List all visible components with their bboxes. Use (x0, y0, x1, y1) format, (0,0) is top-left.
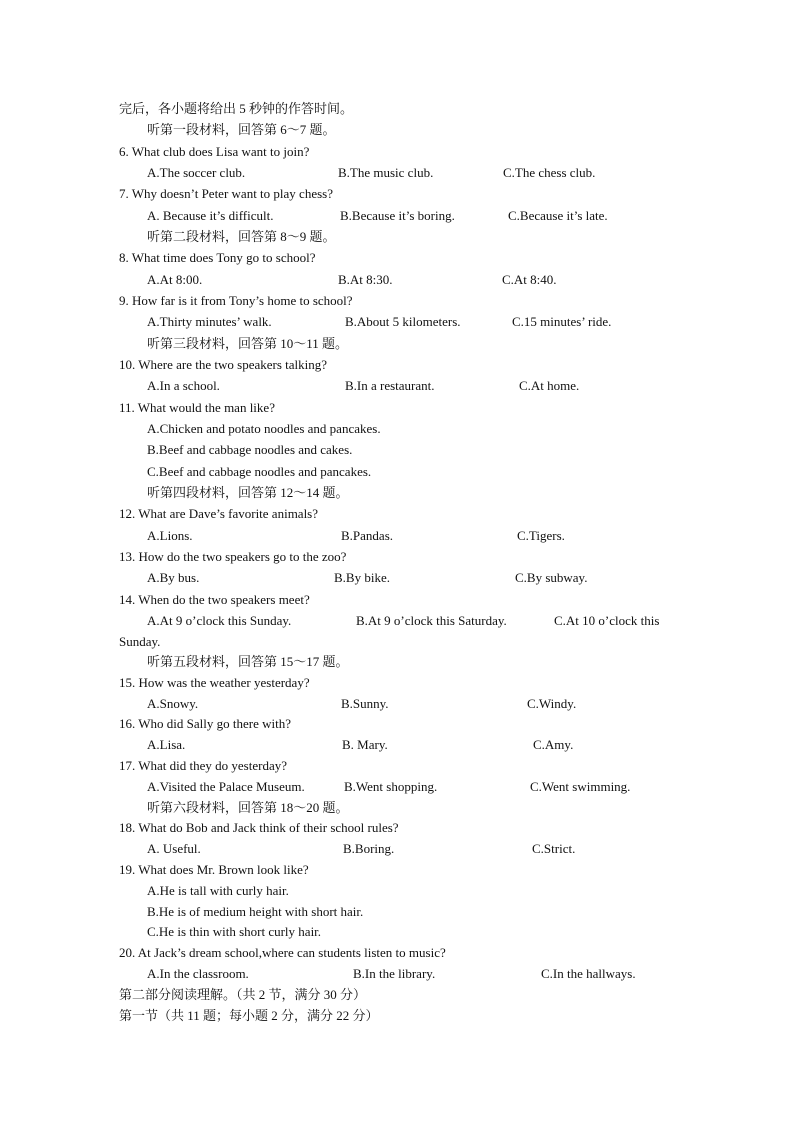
question-13: 13. How do the two speakers go to the zoo? (119, 549, 347, 564)
q10-option-c: C.At home. (519, 378, 580, 393)
q15-option-c: C.Windy. (527, 696, 577, 711)
q7-option-b: B.Because it’s boring. (340, 208, 455, 223)
q13-option-a: A.By bus. (147, 570, 200, 585)
q8-option-c: C.At 8:40. (502, 272, 557, 287)
q18-option-c: C.Strict. (532, 841, 576, 856)
q8-option-b: B.At 8:30. (338, 272, 393, 287)
q17-option-c: C.Went swimming. (530, 779, 631, 794)
question-8: 8. What time does Tony go to school? (119, 250, 316, 265)
q17-option-a: A.Visited the Palace Museum. (147, 779, 305, 794)
question-11: 11. What would the man like? (119, 400, 275, 415)
q6-option-a: A.The soccer club. (147, 165, 246, 180)
q14-option-a: A.At 9 o’clock this Sunday. (147, 613, 292, 628)
q16-option-b: B. Mary. (342, 737, 388, 752)
q11-option-a: A.Chicken and potato noodles and pancakes. (147, 421, 381, 436)
section-2-heading: 听第二段材料，回答第 8～9 题。 (147, 229, 336, 244)
q12-option-b: B.Pandas. (341, 528, 393, 543)
question-12: 12. What are Dave’s favorite animals? (119, 506, 319, 521)
question-17: 17. What did they do yesterday? (119, 758, 287, 773)
question-10: 10. Where are the two speakers talking? (119, 357, 328, 372)
part-2-section-1-heading: 第一节（共 11 题；每小题 2 分，满分 22 分） (119, 1008, 379, 1023)
q13-option-c: C.By subway. (515, 570, 588, 585)
q9-option-c: C.15 minutes’ ride. (512, 314, 612, 329)
question-19: 19. What does Mr. Brown look like? (119, 862, 309, 877)
q14-option-c-continued: Sunday. (119, 634, 161, 649)
q20-option-a: A.In the classroom. (147, 966, 249, 981)
question-16: 16. Who did Sally go there with? (119, 716, 291, 731)
section-3-heading: 听第三段材料，回答第 10～11 题。 (147, 336, 349, 351)
q20-option-b: B.In the library. (353, 966, 436, 981)
q14-option-c: C.At 10 o’clock this (554, 613, 660, 628)
q8-option-a: A.At 8:00. (147, 272, 203, 287)
q13-option-b: B.By bike. (334, 570, 390, 585)
q16-option-a: A.Lisa. (147, 737, 186, 752)
q7-option-c: C.Because it’s late. (508, 208, 608, 223)
question-9: 9. How far is it from Tony’s home to school? (119, 293, 353, 308)
q19-option-c: C.He is thin with short curly hair. (147, 924, 322, 939)
q12-option-a: A.Lions. (147, 528, 193, 543)
question-15: 15. How was the weather yesterday? (119, 675, 310, 690)
q11-option-b: B.Beef and cabbage noodles and cakes. (147, 442, 353, 457)
question-6: 6. What club does Lisa want to join? (119, 144, 310, 159)
q10-option-a: A.In a school. (147, 378, 220, 393)
q18-option-a: A. Useful. (147, 841, 201, 856)
q19-option-b: B.He is of medium height with short hair. (147, 904, 364, 919)
question-20: 20. At Jack’s dream school,where can students listen to music? (119, 945, 446, 960)
q15-option-a: A.Snowy. (147, 696, 199, 711)
question-7: 7. Why doesn’t Peter want to play chess? (119, 186, 333, 201)
q7-option-a: A. Because it’s difficult. (147, 208, 274, 223)
q15-option-b: B.Sunny. (341, 696, 389, 711)
q19-option-a: A.He is tall with curly hair. (147, 883, 289, 898)
q12-option-c: C.Tigers. (517, 528, 565, 543)
question-18: 18. What do Bob and Jack think of their school rules? (119, 820, 399, 835)
question-14: 14. When do the two speakers meet? (119, 592, 310, 607)
q11-option-c: C.Beef and cabbage noodles and pancakes. (147, 464, 372, 479)
section-5-heading: 听第五段材料，回答第 15～17 题。 (147, 654, 349, 669)
q6-option-b: B.The music club. (338, 165, 434, 180)
q17-option-b: B.Went shopping. (344, 779, 438, 794)
q9-option-a: A.Thirty minutes’ walk. (147, 314, 272, 329)
q9-option-b: B.About 5 kilometers. (345, 314, 461, 329)
section-4-heading: 听第四段材料，回答第 12～14 题。 (147, 485, 349, 500)
section-6-heading: 听第六段材料，回答第 18～20 题。 (147, 800, 349, 815)
intro-text: 完后，各小题将给出 5 秒钟的作答时间。 (119, 101, 354, 116)
q10-option-b: B.In a restaurant. (345, 378, 435, 393)
q16-option-c: C.Amy. (533, 737, 574, 752)
q18-option-b: B.Boring. (343, 841, 395, 856)
q14-option-b: B.At 9 o’clock this Saturday. (356, 613, 507, 628)
q20-option-c: C.In the hallways. (541, 966, 636, 981)
section-1-heading: 听第一段材料，回答第 6～7 题。 (147, 122, 336, 137)
q6-option-c: C.The chess club. (503, 165, 596, 180)
part-2-heading: 第二部分阅读理解。（共 2 节，满分 30 分） (119, 987, 367, 1002)
